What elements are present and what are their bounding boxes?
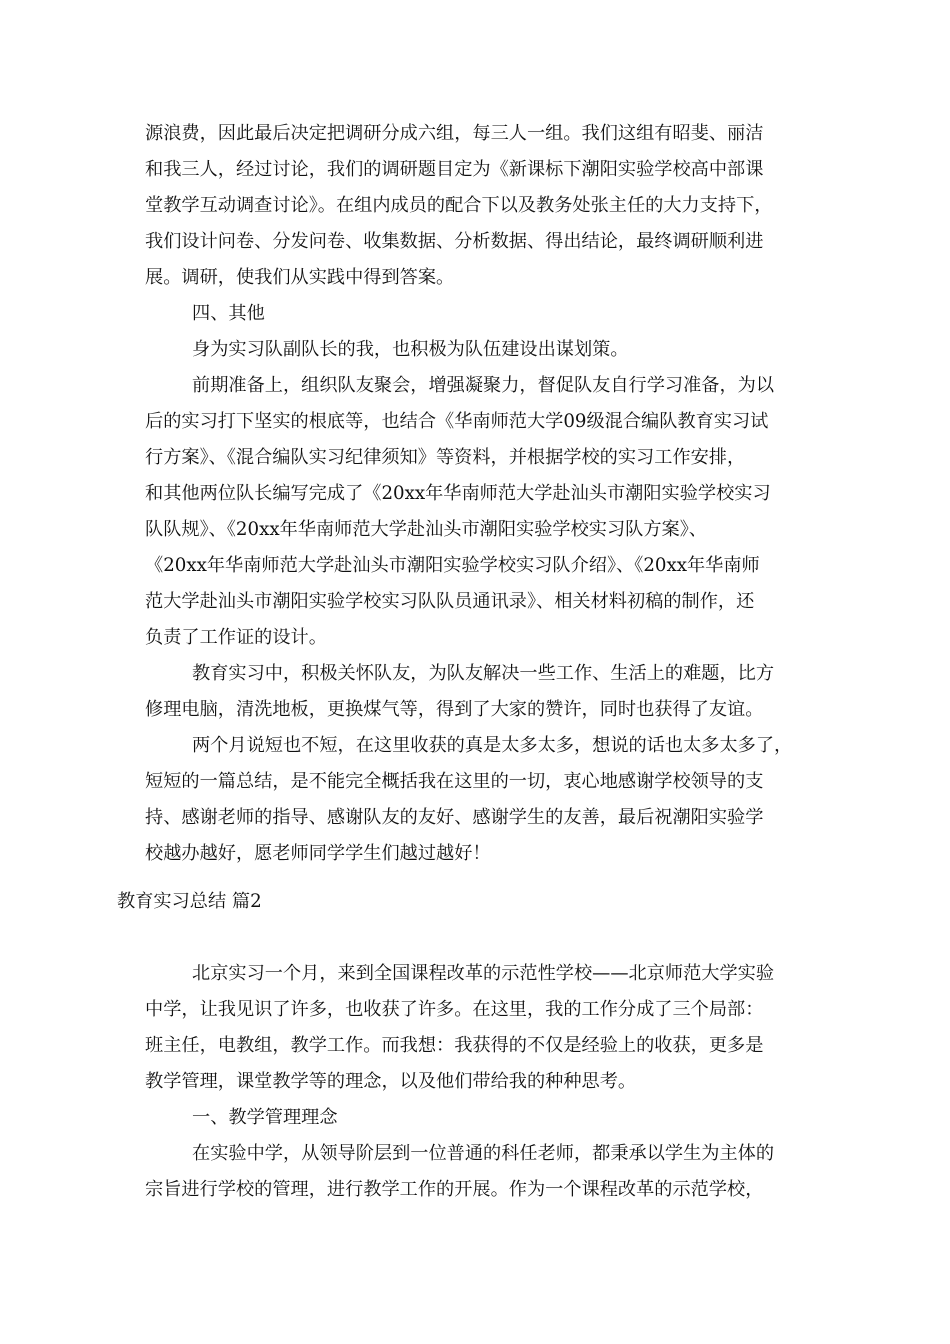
text-line: 班主任，电教组，教学工作。而我想：我获得的不仅是经验上的收获，更多是: [145, 1035, 764, 1056]
text-line: 源浪费，因此最后决定把调研分成六组，每三人一组。我们这组有昭斐、丽洁: [145, 123, 764, 144]
text-line: 《20xx年华南师范大学赴汕头市潮阳实验学校实习队介绍》、《20xx年华南师: [145, 555, 760, 576]
text-line: 短短的一篇总结，是不能完全概括我在这里的一切，衷心地感谢学校领导的支: [145, 771, 764, 792]
text-line: 行方案》、《混合编队实习纪律须知》等资料，并根据学校的实习工作安排，: [145, 447, 746, 468]
body-text-part1: [145, 116, 815, 872]
text-line: 一、教学管理理念: [192, 1107, 338, 1128]
section-heading: 教育实习总结 篇2: [117, 891, 262, 912]
text-line: 北京实习一个月，来到全国课程改革的示范性学校——北京师范大学实验: [192, 963, 775, 984]
text-line: 范大学赴汕头市潮阳实验学校实习队队员通讯录》、相关材料初稿的制作，还: [145, 591, 755, 612]
body-text-part2: [145, 956, 815, 1208]
text-line: 前期准备上，组织队友聚会，增强凝聚力，督促队友自行学习准备，为以: [192, 375, 775, 396]
text-line: 中学，让我见识了许多，也收获了许多。在这里，我的工作分成了三个局部：: [145, 999, 764, 1020]
text-line: 教育实习中，积极关怀队友，为队友解决一些工作、生活上的难题，比方: [192, 663, 775, 684]
text-line: 负责了工作证的设计。: [145, 627, 327, 648]
text-line: 和我三人，经过讨论，我们的调研题目定为《新课标下潮阳实验学校高中部课: [145, 159, 764, 180]
text-line: 身为实习队副队长的我，也积极为队伍建设出谋划策。: [192, 339, 629, 360]
text-line: 队队规》、《20xx年华南师范大学赴汕头市潮阳实验学校实习队方案》、: [145, 519, 707, 540]
text-line: 我们设计问卷、分发问卷、收集数据、分析数据、得出结论，最终调研顺利进: [145, 231, 764, 252]
text-line: 修理电脑，清洗地板，更换煤气等，得到了大家的赞许，同时也获得了友谊。: [145, 699, 764, 720]
text-line: 在实验中学，从领导阶层到一位普通的科任老师，都秉承以学生为主体的: [192, 1143, 775, 1164]
text-line: 持、感谢老师的指导、感谢队友的友好、感谢学生的友善，最后祝潮阳实验学: [145, 807, 764, 828]
text-line: 和其他两位队长编写完成了《20xx年华南师范大学赴汕头市潮阳实验学校实习: [145, 483, 771, 504]
text-line: 四、其他: [192, 303, 265, 324]
text-line: 两个月说短也不短，在这里收获的真是太多太多，想说的话也太多太多了，: [192, 735, 793, 756]
text-line: 堂教学互动调查讨论》。在组内成员的配合下以及教务处张主任的大力支持下，: [145, 195, 773, 216]
text-line: 展。调研，使我们从实践中得到答案。: [145, 267, 455, 288]
text-line: 宗旨进行学校的管理，进行教学工作的开展。作为一个课程改革的示范学校，: [145, 1179, 764, 1200]
text-line: 教学管理，课堂教学等的理念，以及他们带给我的种种思考。: [145, 1071, 637, 1092]
text-line: 后的实习打下坚实的根底等，也结合《华南师范大学09级混合编队教育实习试: [145, 411, 769, 432]
text-line: 校越办越好，愿老师同学学生们越过越好！: [145, 843, 491, 864]
